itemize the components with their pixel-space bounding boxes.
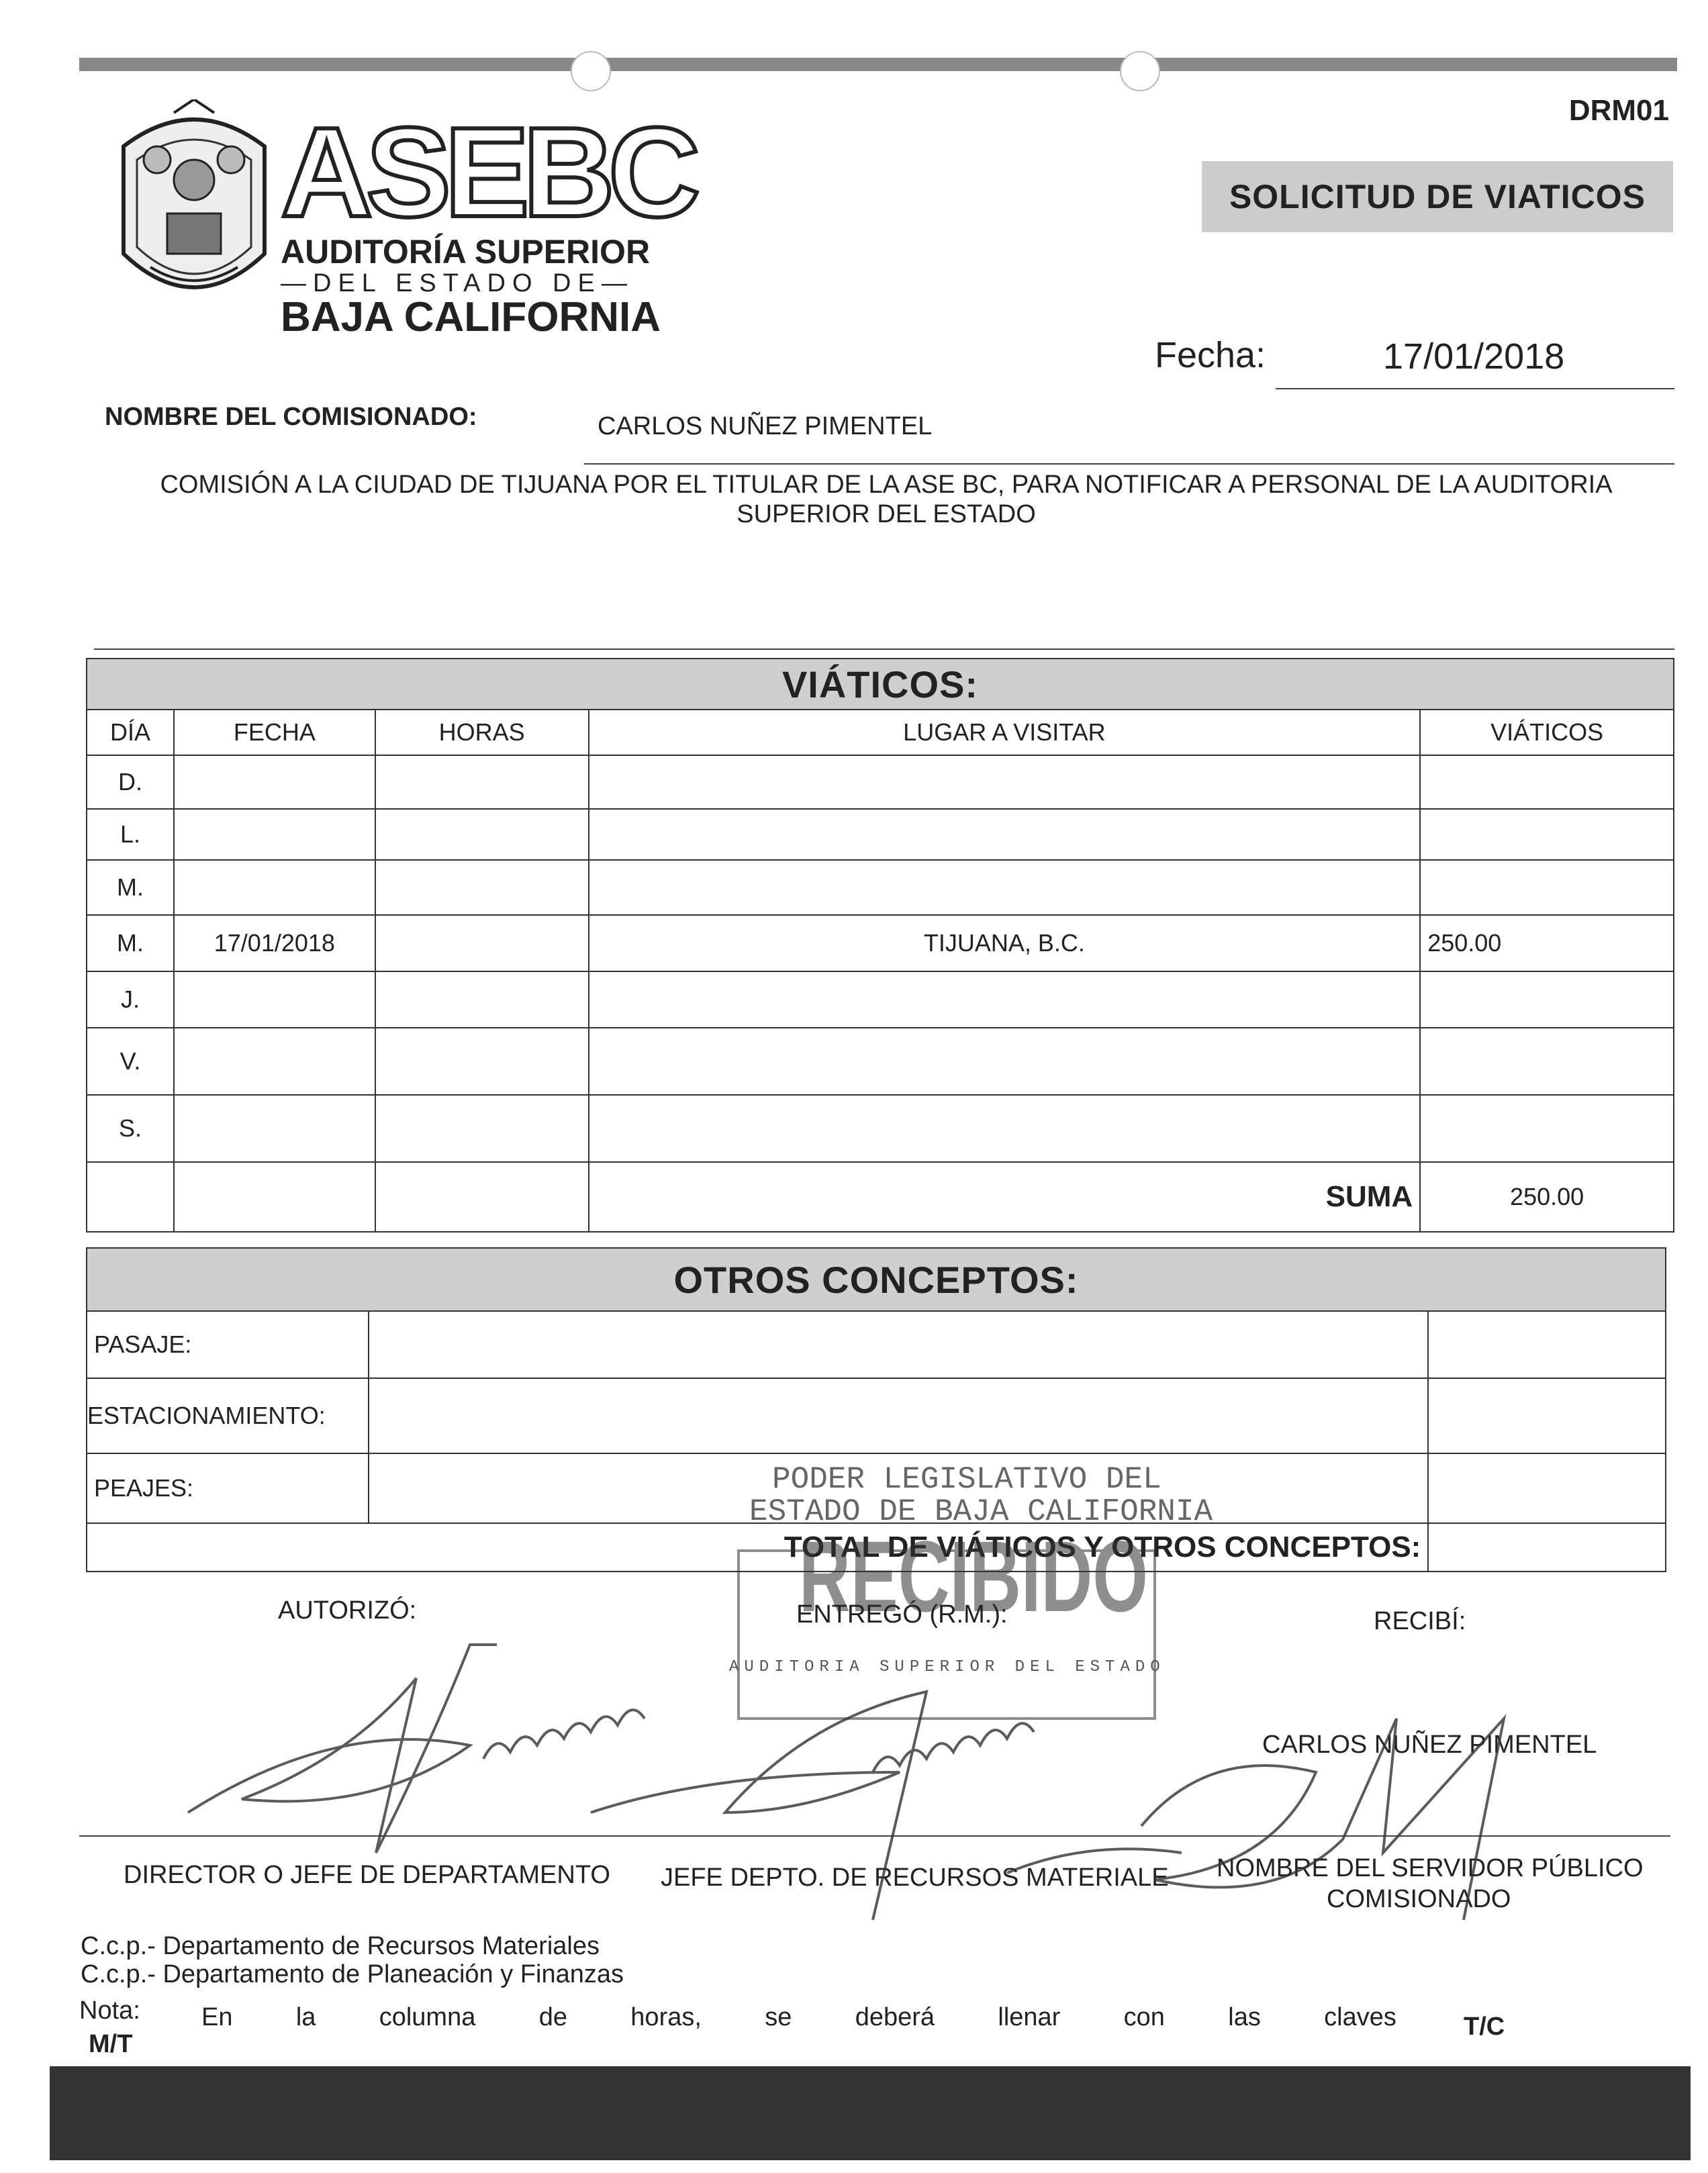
table-row bbox=[87, 860, 1674, 915]
punch-hole bbox=[571, 51, 611, 91]
autorizo-label: AUTORIZÓ: bbox=[278, 1596, 417, 1625]
jefe-rm-label: JEFE DEPTO. DE RECURSOS MATERIALE bbox=[661, 1864, 1169, 1892]
ccp-line: C.c.p.- Departamento de Recursos Materiales bbox=[81, 1932, 600, 1960]
cell-dia: M. bbox=[87, 915, 174, 971]
punch-hole bbox=[1120, 51, 1160, 91]
logo-line2: —DEL ESTADO DE— bbox=[281, 269, 634, 297]
table-row bbox=[87, 915, 1674, 971]
nota-label: Nota: bbox=[79, 1996, 140, 2025]
state-coat-of-arms-logo bbox=[110, 99, 278, 321]
cell-horas bbox=[375, 860, 589, 915]
stamp-line2: ESTADO DE BAJA CALIFORNIA bbox=[749, 1494, 1213, 1529]
fecha-value: 17/01/2018 bbox=[1383, 336, 1565, 377]
col-header-dia: DÍA bbox=[87, 710, 174, 755]
suma-row bbox=[87, 1162, 1674, 1232]
cell-dia: J. bbox=[87, 971, 174, 1028]
entrego-label: ENTREGÓ (R.M.): bbox=[796, 1600, 1008, 1629]
cell-lugar: TIJUANA, B.C. bbox=[589, 915, 1421, 971]
cell-dia: M. bbox=[87, 860, 174, 915]
fecha-underline bbox=[1276, 388, 1674, 389]
logo-acronym: ASEBC bbox=[281, 101, 694, 244]
recibi-name: CARLOS NUÑEZ PIMENTEL bbox=[1262, 1731, 1597, 1759]
nota-word: En bbox=[201, 2003, 233, 2031]
nota-code-right: T/C bbox=[1464, 2013, 1505, 2041]
suma-value: 250.00 bbox=[1420, 1162, 1674, 1232]
cell-fecha: 17/01/2018 bbox=[174, 915, 375, 971]
table-row bbox=[87, 971, 1674, 1028]
suma-label: SUMA bbox=[589, 1162, 1421, 1232]
viaticos-title: VIÁTICOS: bbox=[87, 659, 1674, 710]
nota-text bbox=[201, 2003, 1396, 2032]
cell-fecha bbox=[174, 971, 375, 1028]
cell-viaticos: 250.00 bbox=[1420, 915, 1674, 971]
cell-fecha bbox=[174, 809, 375, 860]
nota-word: llenar bbox=[998, 2003, 1061, 2031]
concepto-label: ESTACIONAMIENTO: bbox=[87, 1378, 369, 1453]
cell-viaticos bbox=[1420, 1028, 1674, 1095]
nota-code-left: M/T bbox=[89, 2030, 133, 2058]
cell-lugar bbox=[589, 1028, 1421, 1095]
nota-word: se bbox=[765, 2003, 792, 2031]
cell-viaticos bbox=[1420, 971, 1674, 1028]
nota-word: horas, bbox=[630, 2003, 702, 2031]
nota-word: columna bbox=[379, 2003, 476, 2031]
signature-line bbox=[79, 1835, 1670, 1837]
form-code: DRM01 bbox=[1568, 94, 1669, 127]
cell-horas bbox=[375, 1028, 589, 1095]
cell-lugar bbox=[589, 1095, 1421, 1162]
nota-word: las bbox=[1228, 2003, 1261, 2031]
commission-description: COMISIÓN A LA CIUDAD DE TIJUANA POR EL TITULAR DE LA ASE BC, PARA NOTIFICAR A PERSONAL DE LA AUDITORIA SUPERIOR DEL ESTADO bbox=[160, 471, 1613, 528]
stamp-line3: AUDITORIA SUPERIOR DEL ESTADO bbox=[729, 1658, 1166, 1676]
col-header-lugar: LUGAR A VISITAR bbox=[589, 710, 1421, 755]
recibi-label: RECIBÍ: bbox=[1374, 1607, 1466, 1635]
cell-lugar bbox=[589, 971, 1421, 1028]
cell-horas bbox=[375, 809, 589, 860]
cell-fecha bbox=[174, 860, 375, 915]
cell-lugar bbox=[589, 809, 1421, 860]
servidor-label-2: COMISIONADO bbox=[1327, 1885, 1511, 1913]
col-header-viaticos: VIÁTICOS bbox=[1420, 710, 1674, 755]
bottom-border-bar bbox=[50, 2066, 1691, 2160]
col-header-horas: HORAS bbox=[375, 710, 589, 755]
nota-word: claves bbox=[1324, 2003, 1396, 2031]
cell-fecha bbox=[174, 1028, 375, 1095]
otros-conceptos-title: OTROS CONCEPTOS: bbox=[87, 1248, 1666, 1311]
nota-word: deberá bbox=[855, 2003, 935, 2031]
comisionado-underline bbox=[584, 463, 1674, 465]
col-header-fecha: FECHA bbox=[174, 710, 375, 755]
cell-lugar bbox=[589, 755, 1421, 809]
cell-lugar bbox=[589, 860, 1421, 915]
director-label: DIRECTOR O JEFE DE DEPARTAMENTO bbox=[124, 1861, 610, 1889]
concepto-label: PEAJES: bbox=[87, 1453, 369, 1523]
comisionado-label: NOMBRE DEL COMISIONADO: bbox=[105, 403, 477, 431]
concepto-label: PASAJE: bbox=[87, 1311, 369, 1378]
nota-word: de bbox=[538, 2003, 567, 2031]
cell-dia: L. bbox=[87, 809, 174, 860]
fecha-label: Fecha: bbox=[1155, 335, 1266, 375]
cell-viaticos bbox=[1420, 860, 1674, 915]
table-row bbox=[87, 809, 1674, 860]
nota-word: la bbox=[295, 2003, 316, 2031]
form-title: SOLICITUD DE VIATICOS bbox=[1202, 161, 1673, 232]
logo-line3: BAJA CALIFORNIA bbox=[281, 294, 661, 340]
cell-viaticos bbox=[1420, 755, 1674, 809]
concepto-row bbox=[87, 1311, 1666, 1378]
table-row bbox=[87, 1095, 1674, 1162]
nota-word: con bbox=[1123, 2003, 1165, 2031]
concepto-row bbox=[87, 1378, 1666, 1453]
section-divider bbox=[94, 648, 1674, 650]
cell-dia: D. bbox=[87, 755, 174, 809]
cell-dia: S. bbox=[87, 1095, 174, 1162]
servidor-label-1: NOMBRE DEL SERVIDOR PÚBLICO bbox=[1217, 1854, 1644, 1882]
ccp-line: C.c.p.- Departamento de Planeación y Finanzas bbox=[81, 1960, 624, 1988]
comisionado-value: CARLOS NUÑEZ PIMENTEL bbox=[598, 412, 933, 440]
total-label: TOTAL DE VIÁTICOS Y OTROS CONCEPTOS: bbox=[87, 1523, 1428, 1572]
logo-line1: AUDITORÍA SUPERIOR bbox=[281, 233, 651, 271]
cell-viaticos bbox=[1420, 809, 1674, 860]
cell-horas bbox=[375, 971, 589, 1028]
stamp-line1: PODER LEGISLATIVO DEL bbox=[772, 1462, 1161, 1497]
cell-fecha bbox=[174, 755, 375, 809]
viaticos-table bbox=[86, 658, 1674, 1233]
cell-dia: V. bbox=[87, 1028, 174, 1095]
cell-horas bbox=[375, 755, 589, 809]
cell-horas bbox=[375, 915, 589, 971]
cell-horas bbox=[375, 1095, 589, 1162]
institution-logo-text bbox=[281, 101, 694, 340]
cell-viaticos bbox=[1420, 1095, 1674, 1162]
top-border-bar bbox=[79, 58, 1677, 71]
table-row bbox=[87, 755, 1674, 809]
stamp-big-text: RECIBIDO bbox=[799, 1520, 1148, 1633]
ccp-block bbox=[81, 1932, 624, 1988]
table-row bbox=[87, 1028, 1674, 1095]
cell-fecha bbox=[174, 1095, 375, 1162]
